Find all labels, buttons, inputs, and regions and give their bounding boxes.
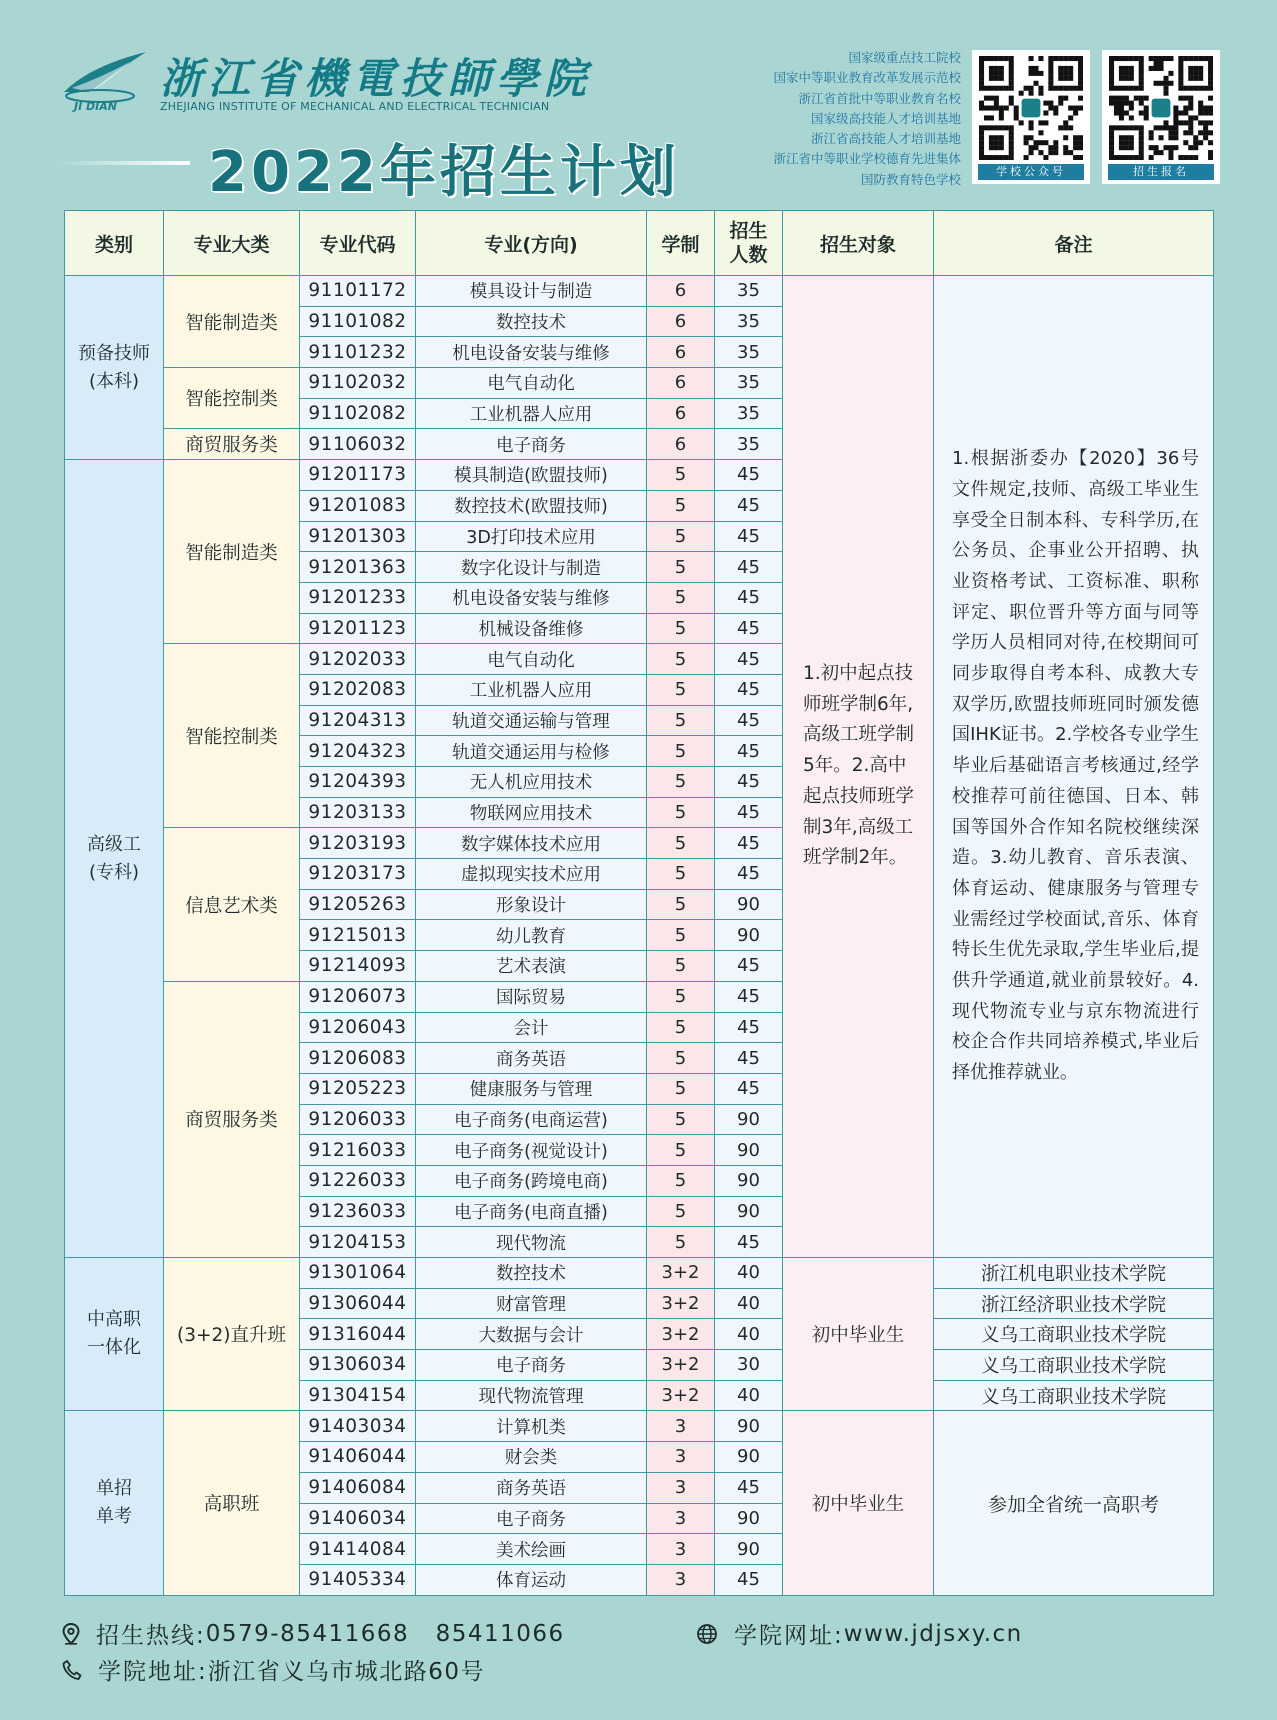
category-line2: 一体化	[87, 1337, 141, 1359]
enrollment-count: 45	[715, 582, 783, 613]
duration: 5	[647, 521, 715, 552]
major-code: 91101172	[300, 276, 416, 307]
duration: 3+2	[647, 1319, 715, 1350]
major-code: 91206083	[300, 1043, 416, 1074]
specialty-name: 数控技术	[416, 1258, 647, 1289]
header-count-line1: 招生	[729, 220, 768, 242]
specialty-name: 财会类	[416, 1442, 647, 1473]
duration: 5	[647, 1196, 715, 1227]
honors-list	[773, 48, 961, 190]
duration: 5	[647, 920, 715, 951]
major-code: 91206043	[300, 1012, 416, 1043]
major-class-cell: 信息艺术类	[164, 828, 300, 981]
specialty-name: 健康服务与管理	[416, 1073, 647, 1104]
duration: 5	[647, 981, 715, 1012]
table-row	[65, 1411, 1214, 1442]
specialty-name: 电子商务(视觉设计)	[416, 1135, 647, 1166]
table-header-row	[65, 211, 1214, 276]
category-cell	[65, 1258, 164, 1411]
enrollment-count: 40	[715, 1258, 783, 1289]
major-code: 91236033	[300, 1196, 416, 1227]
honor-item: 浙江省高技能人才培训基地	[810, 131, 961, 147]
duration: 3	[647, 1442, 715, 1473]
specialty-name: 数字媒体技术应用	[416, 828, 647, 859]
major-code: 91201303	[300, 521, 416, 552]
duration: 3+2	[647, 1288, 715, 1319]
header-specialty: 专业(方向)	[416, 211, 647, 276]
major-class-cell: 智能制造类	[164, 460, 300, 644]
major-code: 91205223	[300, 1073, 416, 1104]
major-code: 91403034	[300, 1411, 416, 1442]
enrollment-count: 45	[715, 1073, 783, 1104]
enrollment-count: 45	[715, 767, 783, 798]
enrollment-count: 90	[715, 1534, 783, 1565]
duration: 3	[647, 1411, 715, 1442]
enrollment-count: 45	[715, 552, 783, 583]
major-class-cell: 智能控制类	[164, 644, 300, 828]
specialty-name: 国际贸易	[416, 981, 647, 1012]
enrollment-count: 90	[715, 1503, 783, 1534]
duration: 3+2	[647, 1380, 715, 1411]
duration: 5	[647, 736, 715, 767]
enrollment-count: 90	[715, 1165, 783, 1196]
major-code: 91306044	[300, 1288, 416, 1319]
specialty-name: 工业机器人应用	[416, 398, 647, 429]
specialty-name: 会计	[416, 1012, 647, 1043]
enrollment-count: 45	[715, 736, 783, 767]
specialty-name: 机电设备安装与维修	[416, 582, 647, 613]
major-code: 91204393	[300, 767, 416, 798]
address	[62, 1653, 485, 1686]
major-code: 91206073	[300, 981, 416, 1012]
duration: 5	[647, 460, 715, 491]
major-code: 91101082	[300, 306, 416, 337]
specialty-name: 物联网应用技术	[416, 797, 647, 828]
major-code: 91301064	[300, 1258, 416, 1289]
hotline	[62, 1617, 565, 1650]
location-pin-icon	[62, 1623, 80, 1645]
major-class-cell: 商贸服务类	[164, 429, 300, 460]
qr-code-icon	[979, 56, 1083, 160]
duration: 5	[647, 951, 715, 982]
honor-item: 国家中等职业教育改革发展示范校	[773, 70, 961, 86]
phone-icon	[62, 1659, 82, 1681]
enrollment-count: 90	[715, 1196, 783, 1227]
honor-item: 国家级重点技工院校	[848, 50, 961, 65]
header-category: 类别	[65, 211, 164, 276]
specialty-name: 模具制造(欧盟技师)	[416, 460, 647, 491]
specialty-name: 电气自动化	[416, 368, 647, 399]
duration: 5	[647, 767, 715, 798]
specialty-name: 现代物流管理	[416, 1380, 647, 1411]
major-class-cell: 智能制造类	[164, 276, 300, 368]
duration: 6	[647, 306, 715, 337]
qr-label: 招生报名	[1108, 164, 1214, 180]
major-code: 91226033	[300, 1165, 416, 1196]
enrollment-count: 45	[715, 1012, 783, 1043]
major-code: 91203133	[300, 797, 416, 828]
duration: 3	[647, 1472, 715, 1503]
major-code: 91203173	[300, 859, 416, 890]
major-code: 91201363	[300, 552, 416, 583]
enrollment-count: 35	[715, 306, 783, 337]
address-label: 学院地址:	[98, 1659, 208, 1685]
target-text: 1.初中起点技师班学制6年,高级工班学制5年。2.高中起点技师班学制3年,高级工班学制2年。	[803, 663, 915, 869]
remark-cell	[934, 276, 1214, 1258]
enrollment-count: 90	[715, 1135, 783, 1166]
page-footer	[0, 1600, 1277, 1720]
duration: 6	[647, 337, 715, 368]
enrollment-count: 45	[715, 460, 783, 491]
specialty-name: 电子商务	[416, 429, 647, 460]
duration: 5	[647, 644, 715, 675]
duration: 3	[647, 1503, 715, 1534]
hotline-label: 招生热线:	[96, 1623, 206, 1649]
enrollment-count: 35	[715, 429, 783, 460]
major-code: 91202033	[300, 644, 416, 675]
qr-code-enrollment[interactable]	[1102, 50, 1220, 184]
duration: 5	[647, 1012, 715, 1043]
specialty-name: 商务英语	[416, 1472, 647, 1503]
enrollment-plan-table	[64, 210, 1214, 1596]
qr-code-icon	[1109, 56, 1213, 160]
specialty-name: 数字化设计与制造	[416, 552, 647, 583]
enrollment-count: 45	[715, 1564, 783, 1595]
header-major-class: 专业大类	[164, 211, 300, 276]
address-value: 浙江省义乌市城北路60号	[207, 1659, 486, 1685]
specialty-name: 财富管理	[416, 1288, 647, 1319]
major-code: 91216033	[300, 1135, 416, 1166]
duration: 5	[647, 613, 715, 644]
major-code: 91406084	[300, 1472, 416, 1503]
page-title: 2022年招生计划	[208, 140, 680, 205]
website-link[interactable]: www.jdjsxy.cn	[843, 1620, 1023, 1647]
major-code: 91106032	[300, 429, 416, 460]
major-code: 91101232	[300, 337, 416, 368]
major-code: 91201173	[300, 460, 416, 491]
major-code: 91202083	[300, 674, 416, 705]
enrollment-count: 90	[715, 1104, 783, 1135]
major-class-cell: 智能控制类	[164, 368, 300, 429]
header-duration: 学制	[647, 211, 715, 276]
enrollment-count: 35	[715, 368, 783, 399]
remark-cell: 参加全省统一高职考	[934, 1411, 1214, 1595]
duration: 6	[647, 276, 715, 307]
header-count	[715, 211, 783, 276]
major-class-cell: (3+2)直升班	[164, 1258, 300, 1411]
specialty-name: 现代物流	[416, 1227, 647, 1258]
enrollment-count: 45	[715, 859, 783, 890]
duration: 6	[647, 368, 715, 399]
duration: 5	[647, 859, 715, 890]
major-class-cell: 商贸服务类	[164, 981, 300, 1257]
category-line1: 单招	[96, 1478, 132, 1499]
category-cell	[65, 460, 164, 1258]
duration: 5	[647, 674, 715, 705]
duration: 5	[647, 490, 715, 521]
major-code: 91405334	[300, 1564, 416, 1595]
enrollment-count: 40	[715, 1288, 783, 1319]
enrollment-count: 45	[715, 828, 783, 859]
specialty-name: 艺术表演	[416, 951, 647, 982]
specialty-name: 电子商务(电商运营)	[416, 1104, 647, 1135]
school-logo-icon	[60, 48, 152, 112]
specialty-name: 形象设计	[416, 889, 647, 920]
duration: 5	[647, 705, 715, 736]
major-code: 91406034	[300, 1503, 416, 1534]
specialty-name: 幼儿教育	[416, 920, 647, 951]
category-line2: 单考	[96, 1506, 132, 1527]
enrollment-count: 45	[715, 797, 783, 828]
duration: 5	[647, 1135, 715, 1166]
specialty-name: 美术绘画	[416, 1534, 647, 1565]
specialty-name: 电子商务(电商直播)	[416, 1196, 647, 1227]
enrollment-count: 35	[715, 337, 783, 368]
duration: 3	[647, 1564, 715, 1595]
category-cell	[65, 276, 164, 460]
category-line1: 中高职	[87, 1309, 141, 1331]
page-header	[0, 0, 1277, 210]
specialty-name: 模具设计与制造	[416, 276, 647, 307]
major-code: 91203193	[300, 828, 416, 859]
major-code: 91215013	[300, 920, 416, 951]
enrollment-target: 初中毕业生	[783, 1258, 934, 1411]
category-cell	[65, 1411, 164, 1595]
enrollment-count: 45	[715, 1043, 783, 1074]
category-line1: 预备技师	[78, 342, 150, 364]
specialty-name: 机电设备安装与维修	[416, 337, 647, 368]
header-code: 专业代码	[300, 211, 416, 276]
specialty-name: 数控技术	[416, 306, 647, 337]
specialty-name: 大数据与会计	[416, 1319, 647, 1350]
enrollment-count: 40	[715, 1380, 783, 1411]
honor-item: 国防教育特色学校	[860, 171, 961, 187]
school-name-en: ZHEJIANG INSTITUTE OF MECHANICAL AND ELECTRICAL TECHNICIAN	[160, 100, 550, 113]
header-count-line2: 人数	[729, 244, 768, 266]
enrollment-count: 90	[715, 1411, 783, 1442]
enrollment-target	[783, 276, 934, 1258]
duration: 5	[647, 1043, 715, 1074]
honor-item: 浙江省中等职业学校德育先进集体	[773, 151, 961, 167]
enrollment-count: 45	[715, 490, 783, 521]
title-divider	[55, 161, 190, 165]
duration: 5	[647, 797, 715, 828]
enrollment-count: 90	[715, 920, 783, 951]
specialty-name: 电子商务(跨境电商)	[416, 1165, 647, 1196]
table-row	[65, 276, 1214, 307]
table-row	[65, 1258, 1214, 1289]
school-name-cn: 浙江省機電技師學院	[160, 54, 593, 103]
enrollment-target: 初中毕业生	[783, 1411, 934, 1595]
specialty-name: 体育运动	[416, 1564, 647, 1595]
header-target: 招生对象	[783, 211, 934, 276]
duration: 6	[647, 398, 715, 429]
specialty-name: 机械设备维修	[416, 613, 647, 644]
duration: 5	[647, 1227, 715, 1258]
duration: 3+2	[647, 1350, 715, 1381]
enrollment-count: 40	[715, 1319, 783, 1350]
duration: 5	[647, 1073, 715, 1104]
duration: 6	[647, 429, 715, 460]
enrollment-count: 45	[715, 644, 783, 675]
website-label: 学院网址:	[734, 1623, 844, 1649]
logo-text: JI DIAN	[74, 100, 117, 112]
specialty-name: 工业机器人应用	[416, 674, 647, 705]
partner-college: 浙江机电职业技术学院	[934, 1258, 1214, 1289]
partner-college: 浙江经济职业技术学院	[934, 1288, 1214, 1319]
enrollment-count: 35	[715, 398, 783, 429]
major-code: 91406044	[300, 1442, 416, 1473]
specialty-name: 商务英语	[416, 1043, 647, 1074]
duration: 5	[647, 828, 715, 859]
specialty-name: 虚拟现实技术应用	[416, 859, 647, 890]
honor-item: 浙江省首批中等职业教育名校	[798, 90, 961, 106]
major-code: 91204323	[300, 736, 416, 767]
category-line2: (本科)	[88, 370, 140, 392]
enrollment-count: 45	[715, 1472, 783, 1503]
major-code: 91201123	[300, 613, 416, 644]
duration: 3	[647, 1534, 715, 1565]
specialty-name: 3D打印技术应用	[416, 521, 647, 552]
major-code: 91206033	[300, 1104, 416, 1135]
specialty-name: 无人机应用技术	[416, 767, 647, 798]
header-remark: 备注	[934, 211, 1214, 276]
major-code: 91205263	[300, 889, 416, 920]
honor-item: 国家级高技能人才培训基地	[810, 110, 961, 126]
remark-text: 1.根据浙委办【2020】36号文件规定,技师、高级工毕业生享受全日制本科、专科学历,在公务员、企事业公开招聘、执业资格考试、工资标准、职称评定、职位晋升等方面与同等学历人员相同对待,在校期间可同步取得自考本科、成教大专双学历,欧盟技师班同时颁发德国IHK证书。2.学校各专业学生毕业后基础语言考核通过,经学校推荐可前往德国、日本、韩国等国外合作知名院校继续深造。3.幼儿教育、音乐表演、体育运动、健康服务与管理专业需经过学校面试,音乐、体育特长生优先录取,学生毕业后,提供升学通道,就业前景较好。4.现代物流专业与京东物流进行校企合作共同培养模式,毕业后择优推荐就业。	[952, 448, 1199, 1084]
duration: 3+2	[647, 1258, 715, 1289]
duration: 5	[647, 582, 715, 613]
enrollment-count: 90	[715, 1442, 783, 1473]
specialty-name: 轨道交通运用与检修	[416, 736, 647, 767]
major-code: 91204153	[300, 1227, 416, 1258]
qr-code-official-account[interactable]	[972, 50, 1090, 184]
major-code: 91214093	[300, 951, 416, 982]
major-code: 91204313	[300, 705, 416, 736]
major-code: 91316044	[300, 1319, 416, 1350]
hotline-value[interactable]: 0579-85411668 85411066	[205, 1620, 565, 1647]
category-line1: 高级工	[87, 833, 141, 855]
major-code: 91102082	[300, 398, 416, 429]
enrollment-count: 45	[715, 1227, 783, 1258]
enrollment-count: 45	[715, 521, 783, 552]
major-code: 91201233	[300, 582, 416, 613]
specialty-name: 电子商务	[416, 1503, 647, 1534]
enrollment-count: 90	[715, 889, 783, 920]
enrollment-count: 35	[715, 276, 783, 307]
duration: 5	[647, 1104, 715, 1135]
major-code: 91304154	[300, 1380, 416, 1411]
specialty-name: 计算机类	[416, 1411, 647, 1442]
specialty-name: 电子商务	[416, 1350, 647, 1381]
enrollment-count: 45	[715, 674, 783, 705]
enrollment-count: 30	[715, 1350, 783, 1381]
major-code: 91102032	[300, 368, 416, 399]
partner-college: 义乌工商职业技术学院	[934, 1380, 1214, 1411]
major-class-cell: 高职班	[164, 1411, 300, 1595]
specialty-name: 数控技术(欧盟技师)	[416, 490, 647, 521]
enrollment-count: 45	[715, 981, 783, 1012]
duration: 5	[647, 1165, 715, 1196]
duration: 5	[647, 889, 715, 920]
enrollment-count: 45	[715, 705, 783, 736]
enrollment-count: 45	[715, 951, 783, 982]
partner-college: 义乌工商职业技术学院	[934, 1350, 1214, 1381]
duration: 5	[647, 552, 715, 583]
specialty-name: 电气自动化	[416, 644, 647, 675]
qr-label: 学校公众号	[978, 164, 1084, 180]
major-code: 91201083	[300, 490, 416, 521]
partner-college: 义乌工商职业技术学院	[934, 1319, 1214, 1350]
specialty-name: 轨道交通运输与管理	[416, 705, 647, 736]
major-code: 91306034	[300, 1350, 416, 1381]
category-line2: (专科)	[88, 861, 140, 883]
enrollment-count: 45	[715, 613, 783, 644]
major-code: 91414084	[300, 1534, 416, 1565]
globe-icon	[696, 1623, 718, 1645]
website	[696, 1617, 1023, 1650]
